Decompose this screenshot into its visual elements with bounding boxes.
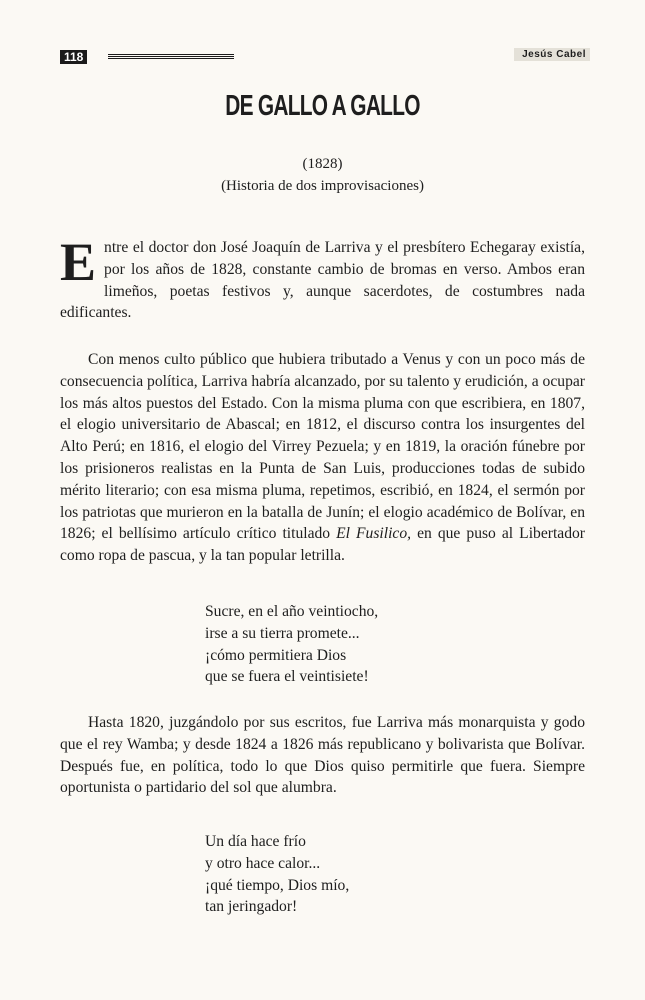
- paragraph-3-text: Hasta 1820, juzgándolo por sus escritos, fue Larriva más monarquista y godo que el rey Wamba; y desde 1824 a 1826 más republicano y bolivarista que Bolívar. Después fue, en política, todo lo que Dios quiso permitirle que fuera. Siempre oportunista o partidario del sol que alumbra.: [60, 714, 585, 797]
- drop-cap: E: [60, 232, 97, 292]
- verse-line: que se fuera el veintisiete!: [205, 668, 369, 686]
- paragraph-1-text: ntre el doctor don José Joaquín de Larriva y el presbítero Echegaray existía, por los años de 1828, constante cambio de bromas en verso. Ambos eran limeños, poetas festivos y, aunque sacerdotes, de costumbres nada edificantes.: [60, 239, 585, 322]
- verse-line: ¡cómo permitiera Dios: [205, 646, 347, 664]
- verse-1: [205, 601, 585, 688]
- verse-line: ¡qué tiempo, Dios mío,: [205, 876, 350, 894]
- italic-work-title: El Fusilico,: [336, 525, 412, 543]
- verse-line: irse a su tierra promete...: [205, 624, 360, 642]
- paragraph-2-text-start: Con menos culto público que hubiera tributado a Venus y con un poco más de consecuencia política, Larriva habría alcanzado, por su talento y erudición, a ocupar los más altos puestos del Estado. Con la misma pluma con que escribiera, en 1807, el elogio universitario de Abascal; en 1812, el discurso contra los insurgentes del Alto Perú; en 1816, el elogio del Virrey Pezuela; y en 1819, la oración fúnebre por los prisioneros realistas en la Punta de San Luis, producciones todas de subido mérito literario; con esa misma pluma, repetimos, escribió, en 1824, el sermón por los patriotas que murieron en la batalla de Junín; el elogio académico de Bolívar, en 1826; el bellísimo artículo crítico titulado: [60, 351, 585, 543]
- verse-2: [205, 831, 585, 918]
- page-header: [60, 50, 590, 68]
- running-author: Jesús Cabel: [514, 48, 590, 61]
- chapter-date: (1828): [302, 156, 343, 172]
- header-rule: [108, 54, 234, 60]
- verse-line: y otro hace calor...: [205, 854, 321, 872]
- paragraph-3: [60, 712, 585, 799]
- chapter-title: DE GALLO A GALLO: [225, 90, 420, 122]
- verse-line: tan jeringador!: [205, 898, 298, 916]
- paragraph-1: [60, 232, 585, 324]
- verse-line: Un día hace frío: [205, 833, 306, 850]
- paragraph-2: [60, 349, 585, 567]
- verse-line: Sucre, en el año veintiocho,: [205, 603, 379, 620]
- paragraph-2-text-end: en que puso al Libertador como ropa de pascua, y la tan popular letrilla.: [60, 525, 585, 565]
- chapter-subtitle: (Historia de dos improvisaciones): [221, 178, 424, 194]
- page-number: 118: [60, 50, 87, 64]
